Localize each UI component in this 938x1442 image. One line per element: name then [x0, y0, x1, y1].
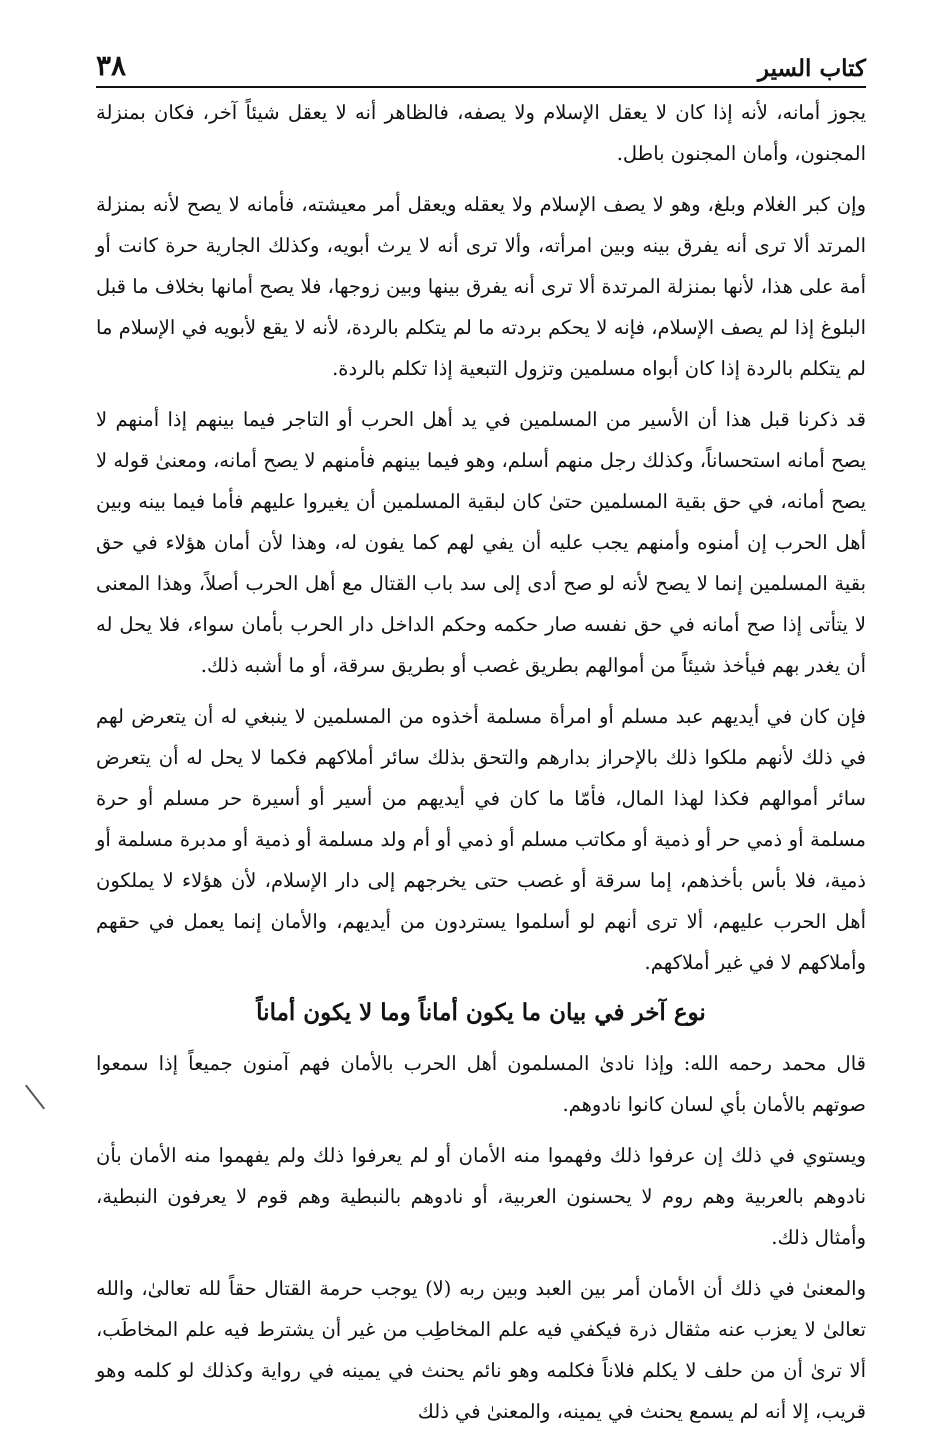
- page-body: [96, 92, 866, 1442]
- running-header: [96, 40, 866, 88]
- paragraph-1: يجوز أمانه، لأنه إذا كان لا يعقل الإسلام ولا يصفه، فالظاهر أنه لا يعقل شيئاً آخر، فكان بمنزلة المجنون، وأمان المجنون باطل.: [96, 101, 866, 165]
- book-title: كتاب السير: [757, 55, 866, 82]
- paragraph-5: قال محمد رحمه الله: وإذا نادىٰ المسلمون أهل الحرب بالأمان فهم آمنون جميعاً إذا سمعوا صوتهم بالأمان بأي لسان كانوا نادوهم.: [96, 1052, 866, 1116]
- paragraph-7: والمعنىٰ في ذلك أن الأمان أمر بين العبد وبين ربه (لا) يوجب حرمة القتال حقاً لله تعالىٰ، والله تعالىٰ لا يعزب عنه مثقال ذرة فيكفي فيه علم المخاطِب من غير أن يشترط فيه علم المخاطَب، ألا ترىٰ أن من حلف لا يكلم فلاناً فكلمه وهو نائم يحنث في يمينه في رواية وكذلك لو كلمه وهو قريب، إلا أنه لم يسمع يحنث في يمينه، والمعنىٰ في ذلك: [96, 1277, 866, 1423]
- paragraph-2: وإن كبر الغلام وبلغ، وهو لا يصف الإسلام ولا يعقله ويعقل أمر معيشته، فأمانه لا يصح لأنه بمنزلة المرتد ألا ترى أنه يفرق بينه وبين امرأته، وألا ترى أنه لا يرث أبويه، وكذلك الجارية حرة كانت أو أمة على هذا، لأنها بمنزلة المرتدة ألا ترى أنه يفرق بينها وبين زوجها، فلا يصح أمانها بخلاف ما قبل البلوغ إذا لم يصف الإسلام، فإنه لا يحكم بردته ما لم يتكلم بالردة، لأنه لا يقع لأبويه في الإسلام ما لم يتكلم بالردة إذا كان أبواه مسلمين وتزول التبعية إذا تكلم بالردة.: [96, 193, 866, 380]
- section-heading: نوع آخر في بيان ما يكون أماناً وما لا يكون أماناً: [256, 999, 706, 1026]
- page-number: ٣٨: [96, 49, 127, 82]
- margin-pen-mark: [25, 1085, 45, 1110]
- paragraph-4: فإن كان في أيديهم عبد مسلم أو امرأة مسلمة أخذوه من المسلمين لا ينبغي له أن يتعرض لهم في ذلك لأنهم ملكوا ذلك بالإحراز بدارهم والتحق بذلك سائر أملاكهم فكما لا يحل له أن يتعرض سائر أموالهم فكذا لهذا المال، فأمّا ما كان في أيديهم من أسير أو أسيرة حر مسلم أو حرة مسلمة أو ذمي حر أو ذمية أو مكاتب مسلم أو ذمي أو أم ولد مسلمة أو ذمية أو مدبرة مسلمة أو ذمية، فلا بأس بأخذهم، إما سرقة أو غصب حتى يخرجهم إلى دار الإسلام، لأن هؤلاء لا يملكون أهل الحرب عليهم، ألا ترى أنهم لو أسلموا يستردون من أيديهم، والأمان إنما يعمل في حقهم وأملاكهم لا في غير أملاكهم.: [96, 705, 866, 974]
- paragraph-3: قد ذكرنا قبل هذا أن الأسير من المسلمين في يد أهل الحرب أو التاجر فيما بينهم إذا أمنهم لا يصح أمانه استحساناً، وكذلك رجل منهم أسلم، وهو فيما بينهم فأمنهم لا يصح أمانه، ومعنىٰ قوله لا يصح أمانه، في حق بقية المسلمين حتىٰ كان لبقية المسلمين أن يغيروا عليهم فأما فيما بينه وبين أهل الحرب إن أمنوه وأمنهم يجب عليه أن يفي لهم كما يفون له، وهذا لأن أمان هؤلاء في حق بقية المسلمين إنما لا يصح لأنه لو صح أدى إلى سد باب القتال مع أهل الحرب أصلاً، وهذا المعنى لا يتأتى إذا صح أمانه في حق نفسه صار حكمه وحكم الداخل دار الحرب بأمان سواء، فلا يحل له أن يغدر بهم فيأخذ شيئاً من أموالهم بطريق غصب أو بطريق سرقة، أو ما أشبه ذلك.: [96, 408, 866, 677]
- paragraph-6: ويستوي في ذلك إن عرفوا ذلك وفهموا منه الأمان أو لم يعرفوا ذلك ولم يفهموا منه الأمان بأن نادوهم بالعربية وهم روم لا يحسنون العربية، أو نادوهم بالنبطية وهم قوم لا يعرفون النبطية، وأمثال ذلك.: [96, 1144, 866, 1249]
